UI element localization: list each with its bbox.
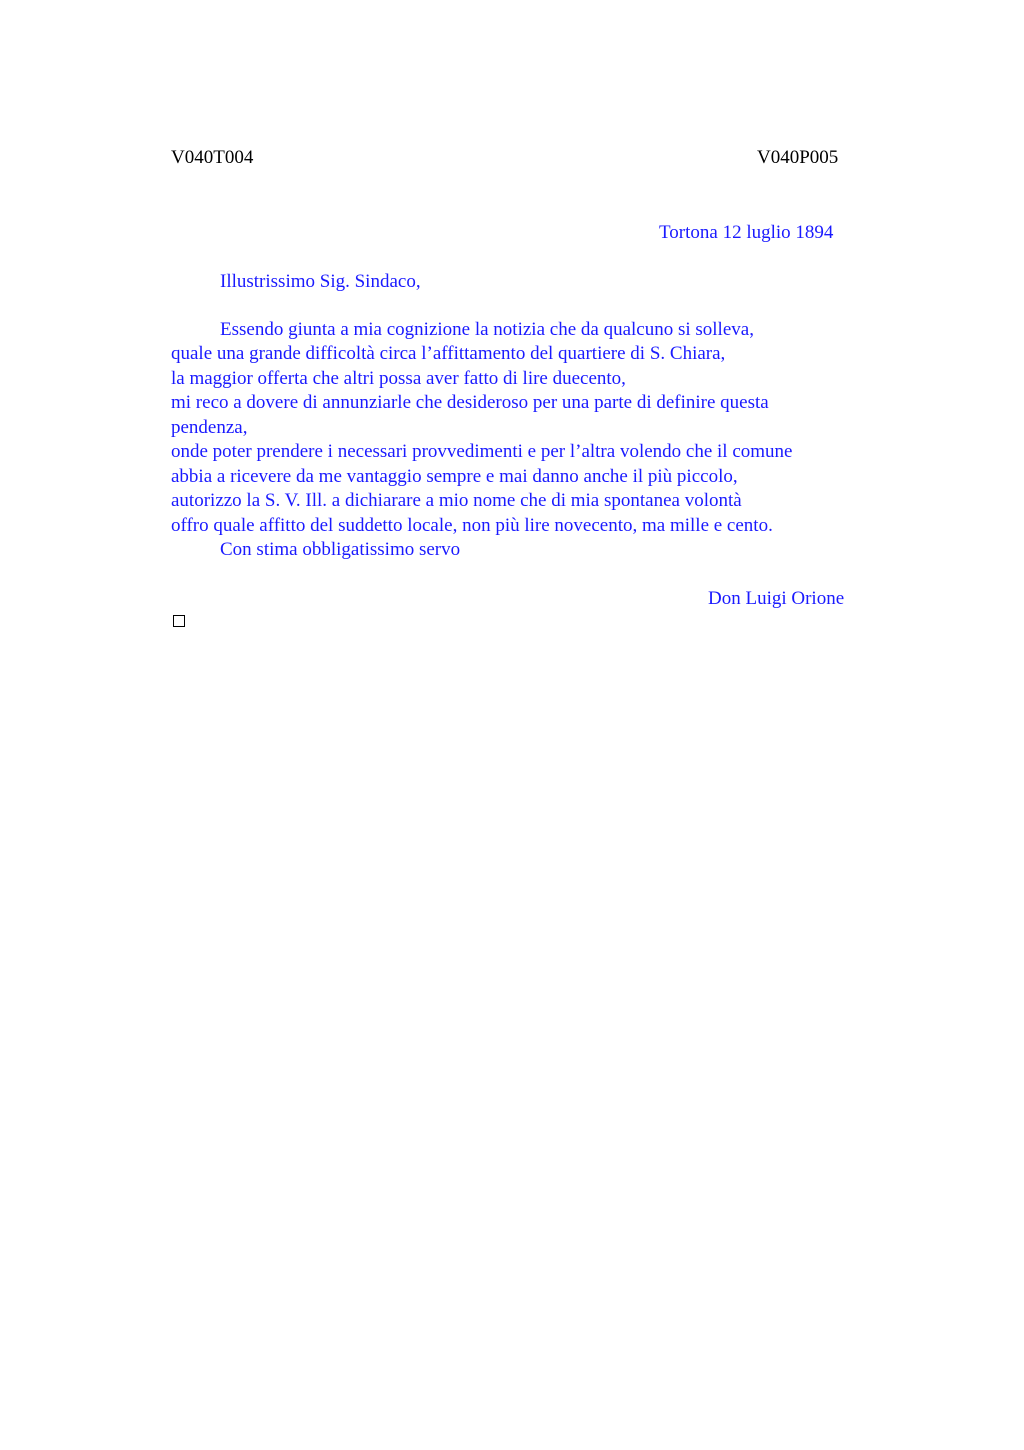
- body-line: mi reco a dovere di annunziarle che desideroso per una parte di definire questa: [171, 392, 769, 413]
- body-line: abbia a ricevere da me vantaggio sempre e mai danno anche il più piccolo,: [171, 466, 738, 487]
- letter-date: Tortona 12 luglio 1894: [659, 222, 834, 243]
- body-line: pendenza,: [171, 417, 248, 438]
- letter-signature: Don Luigi Orione: [708, 588, 845, 609]
- letter-closing: Con stima obbligatissimo servo: [220, 539, 461, 560]
- header-right-code: V040P005: [757, 147, 839, 168]
- end-marker-box: [173, 615, 185, 627]
- body-line: offro quale affitto del suddetto locale, non più lire novecento, ma mille e cento.: [171, 515, 773, 536]
- body-line: Essendo giunta a mia cognizione la notizia che da qualcuno si solleva,: [220, 319, 754, 340]
- header-left-code: V040T004: [171, 147, 254, 168]
- body-line: la maggior offerta che altri possa aver fatto di lire duecento,: [171, 368, 626, 389]
- letter-salutation: Illustrissimo Sig. Sindaco,: [220, 271, 421, 292]
- body-line: autorizzo la S. V. Ill. a dichiarare a mio nome che di mia spontanea volontà: [171, 490, 742, 511]
- body-line: onde poter prendere i necessari provvedimenti e per l’altra volendo che il comune: [171, 441, 793, 462]
- body-line: quale una grande difficoltà circa l’affittamento del quartiere di S. Chiara,: [171, 343, 726, 364]
